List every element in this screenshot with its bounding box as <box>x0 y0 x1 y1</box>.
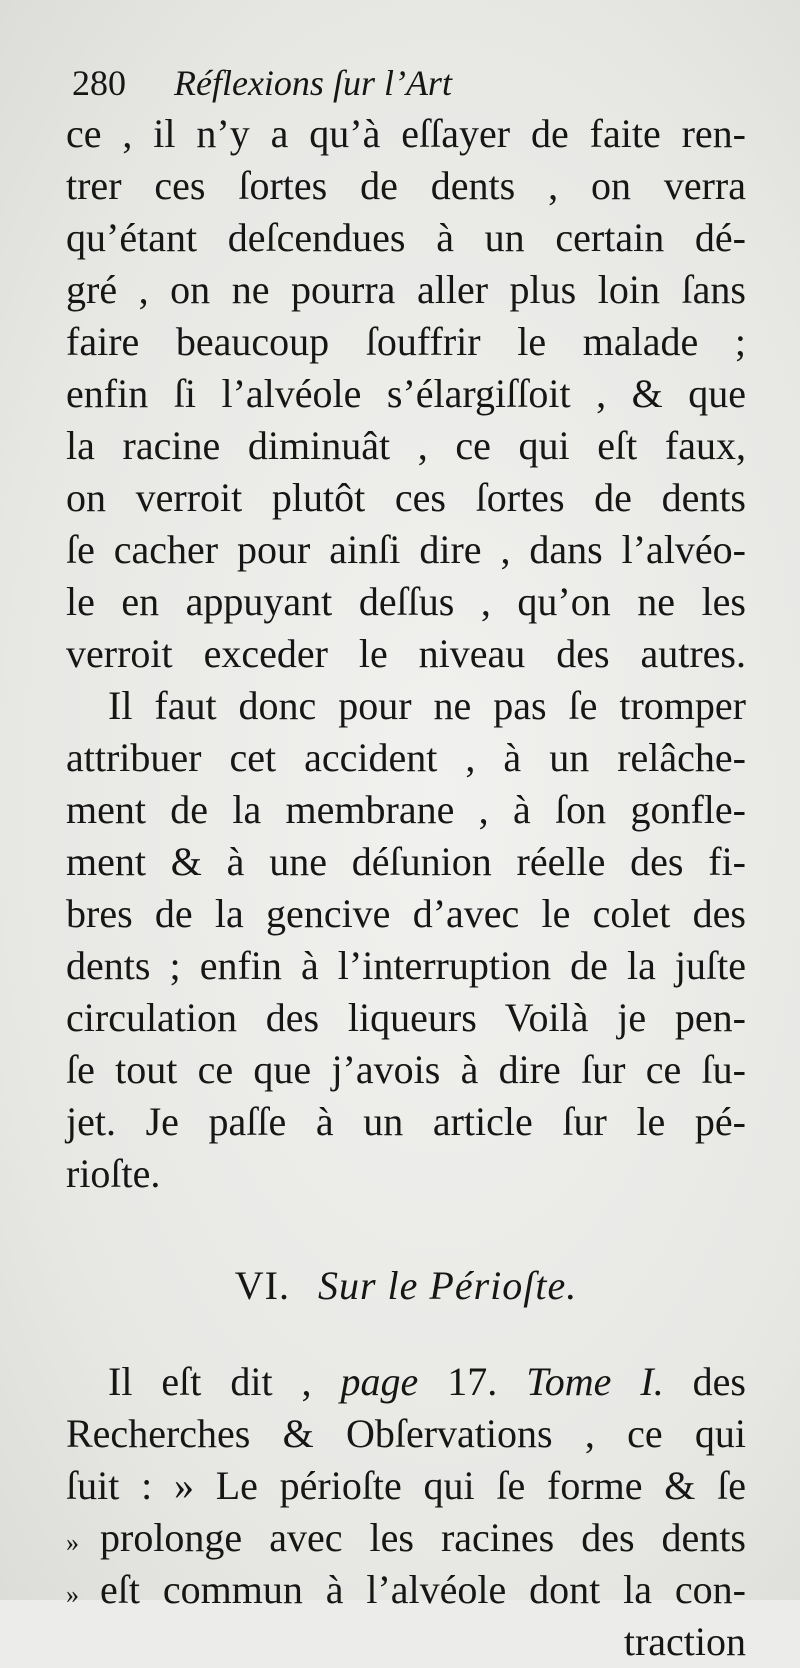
section-heading <box>66 1256 746 1316</box>
text-run: eſt commun à l’alvéole dont la con- <box>100 1567 746 1612</box>
spacer <box>66 1316 746 1356</box>
text-line: bres de la gencive d’avec le colet des <box>66 891 746 936</box>
text-run: 17. <box>418 1359 527 1404</box>
text-run: des <box>663 1359 746 1404</box>
catchword: traction <box>623 1619 746 1664</box>
quote-mark: » <box>66 1528 79 1557</box>
text-line: jet. Je paſſe à un article ſur le pé- <box>66 1099 746 1144</box>
text-line: trer ces ſortes de dents , on verra <box>66 163 746 208</box>
text-line: qu’étant deſcendues à un certain dé- <box>66 215 746 260</box>
paragraph-1 <box>66 108 746 680</box>
quote-mark: » <box>66 1580 79 1609</box>
page-body <box>66 108 746 1668</box>
text-line: verroit exceder le niveau des autres. <box>66 631 746 676</box>
text-line: rioſte. <box>66 1151 161 1196</box>
text-line <box>66 1512 746 1564</box>
text-line: ſe tout ce que j’avois à dire ſur ce ſu- <box>66 1047 746 1092</box>
section-title: Sur le Périoſte. <box>317 1263 578 1308</box>
text-line: on verroit plutôt ces ſortes de dents <box>66 475 746 520</box>
text-line: ſe cacher pour ainſi dire , dans l’alvéo- <box>66 527 746 572</box>
text-line: Il faut donc pour ne pas ſe tromper <box>108 683 746 728</box>
text-line: enfin ſi l’alvéole s’élargiſſoit , & que <box>66 371 746 416</box>
text-line: faire beaucoup ſouffrir le malade ; <box>66 319 746 364</box>
text-line <box>66 1356 746 1408</box>
page-header <box>72 62 452 108</box>
text-run: prolonge avec les racines des dents <box>100 1515 746 1560</box>
text-run-italic: Tome I. <box>526 1359 664 1404</box>
text-line: ſuit : » Le périoſte qui ſe forme & ſe <box>66 1463 746 1508</box>
text-line: la racine diminuât , ce qui eſt faux, <box>66 423 746 468</box>
text-line: ment de la membrane , à ſon gonfle- <box>66 787 746 832</box>
text-line <box>66 1564 746 1616</box>
paragraph-3 <box>66 1356 746 1668</box>
paragraph-2 <box>66 680 746 1200</box>
running-title: Réflexions ſur l’Art <box>174 63 452 103</box>
text-line: gré , on ne pourra aller plus loin ſans <box>66 267 746 312</box>
text-run: Il eſt dit , <box>108 1359 341 1404</box>
text-run-italic: page <box>340 1359 419 1404</box>
section-number: VI. <box>234 1263 290 1308</box>
text-line: attribuer cet accident , à un relâche- <box>66 735 746 780</box>
text-line: Recherches & Obſervations , ce qui <box>66 1411 746 1456</box>
text-line: le en appuyant deſſus , qu’on ne les <box>66 579 746 624</box>
text-line: ce , il n’y a qu’à eſſayer de faite ren- <box>66 111 746 156</box>
text-line: dents ; enfin à l’interruption de la juſte <box>66 943 746 988</box>
text-line: ment & à une déſunion réelle des fi- <box>66 839 746 884</box>
page-number: 280 <box>72 63 126 103</box>
text-line: circulation des liqueurs Voilà je pen- <box>66 995 746 1040</box>
spacer <box>66 1200 746 1256</box>
